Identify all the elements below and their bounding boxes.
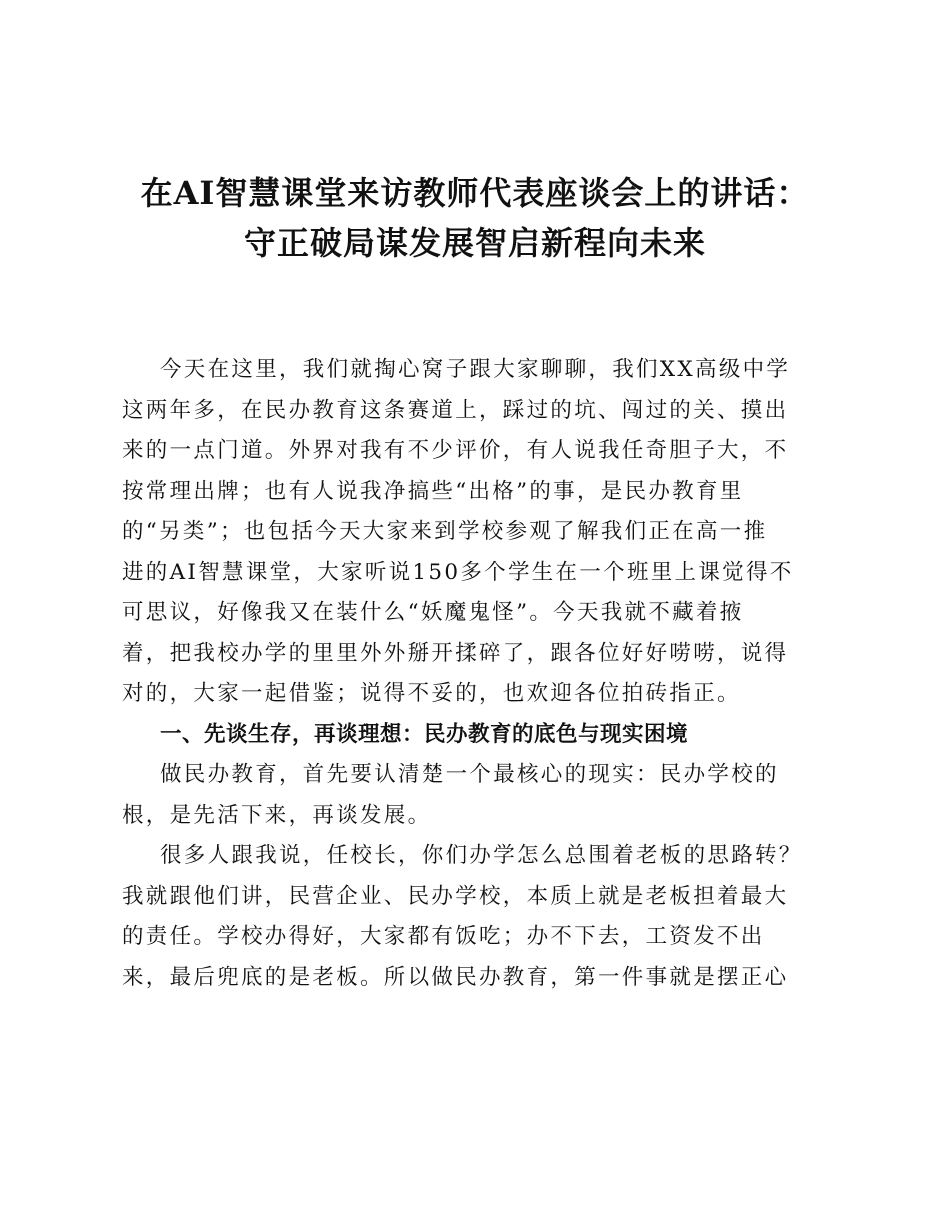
paragraph-line: 根，是先活下来，再谈发展。 bbox=[122, 802, 432, 828]
paragraph-line: 来的一点门道。外界对我有不少评价，有人说我任奇胆子大，不 bbox=[122, 438, 789, 463]
paragraph-line: 可思议，好像我又在装什么“妖魔鬼怪”。今天我就不藏着掖 bbox=[122, 600, 744, 625]
paragraph-line: 今天在这里，我们就掏心窝子跟大家聊聊，我们XX高级中学 bbox=[160, 357, 791, 382]
document-title-line-1: 在AI智慧课堂来访教师代表座谈会上的讲话： bbox=[140, 174, 810, 212]
paragraph-line: 这两年多，在民办教育这条赛道上，踩过的坑、闯过的关、摸出 bbox=[122, 397, 789, 423]
document-title-line-2: 守正破局谋发展智启新程向未来 bbox=[243, 224, 706, 262]
section-heading: 一、先谈生存，再谈理想：民办教育的底色与现实困境 bbox=[160, 721, 689, 747]
paragraph-line: 做民办教育，首先要认清楚一个最核心的现实：民办学校的 bbox=[160, 762, 779, 787]
paragraph-line: 的“另类”；也包括今天大家来到学校参观了解我们正在高一推 bbox=[122, 519, 768, 544]
paragraph-line: 来，最后兜底的是老板。所以做民办教育，第一件事就是摆正心 bbox=[122, 964, 789, 990]
paragraph-line: 很多人跟我说，任校长，你们办学怎么总围着老板的思路转？ bbox=[160, 843, 803, 868]
document-body bbox=[122, 350, 832, 998]
paragraph-line: 对的，大家一起借鉴；说得不妥的，也欢迎各位拍砖指正。 bbox=[122, 681, 741, 706]
paragraph-line: 的责任。学校办得好，大家都有饭吃；办不下去，工资发不出 bbox=[122, 924, 765, 949]
paragraph-line: 着，把我校办学的里里外外掰开揉碎了，跟各位好好唠唠，说得 bbox=[122, 640, 789, 666]
paragraph-line: 按常理出牌；也有人说我净搞些“出格”的事，是民办教育里 bbox=[122, 478, 744, 504]
paragraph-line: 我就跟他们讲，民营企业、民办学校，本质上就是老板担着最大 bbox=[122, 883, 789, 909]
paragraph-line: 进的AI智慧课堂，大家听说150多个学生在一个班里上课觉得不 bbox=[122, 559, 794, 585]
